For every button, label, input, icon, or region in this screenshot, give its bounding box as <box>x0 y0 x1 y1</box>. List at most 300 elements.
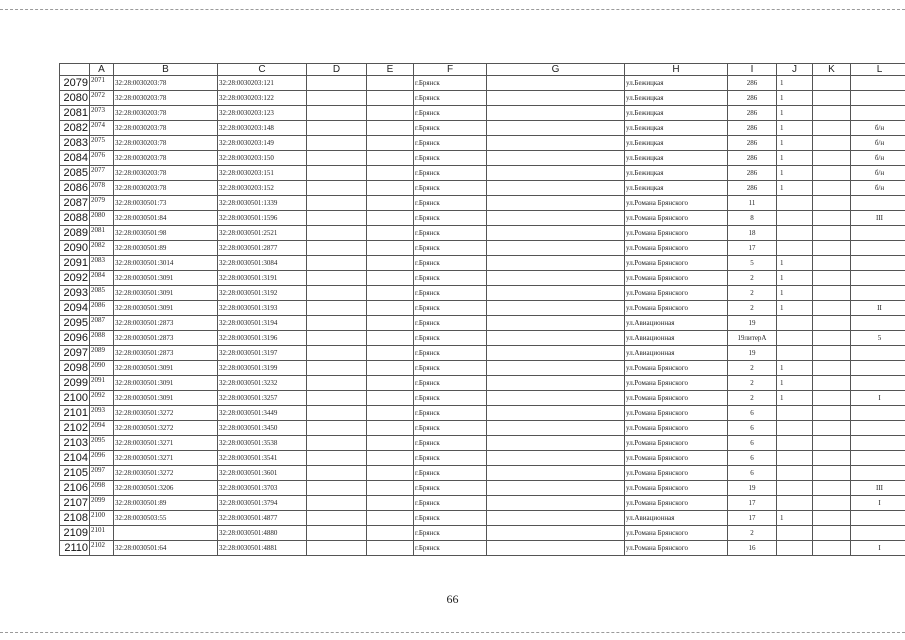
cell-l: 5 <box>851 331 905 346</box>
cell-e <box>367 481 414 496</box>
cell-e <box>367 451 414 466</box>
cell-g <box>487 346 625 361</box>
cell-i: 2 <box>728 361 777 376</box>
cell-g <box>487 196 625 211</box>
cell-k <box>813 316 851 331</box>
cell-k <box>813 406 851 421</box>
cell-i: 19 <box>728 316 777 331</box>
cell-e <box>367 391 414 406</box>
cell-h: ул.Романа Брянского <box>625 301 728 316</box>
table-row <box>60 76 905 91</box>
cell-d <box>307 466 367 481</box>
cell-a: 2091 <box>90 376 114 391</box>
cell-b: 32:28:0030501:3272 <box>114 466 218 481</box>
cell-k <box>813 511 851 526</box>
table-row <box>60 151 905 166</box>
cell-h: ул.Романа Брянского <box>625 466 728 481</box>
cell-g <box>487 226 625 241</box>
cell-d <box>307 391 367 406</box>
cell-e <box>367 256 414 271</box>
cell-j <box>777 241 813 256</box>
cell-a: 2087 <box>90 316 114 331</box>
cell-f: г.Брянск <box>414 331 487 346</box>
cell-k <box>813 181 851 196</box>
cell-b: 32:28:0030501:3091 <box>114 376 218 391</box>
cell-k <box>813 436 851 451</box>
cell-d <box>307 271 367 286</box>
cell-e <box>367 496 414 511</box>
cell-b: 32:28:0030501:2873 <box>114 331 218 346</box>
row-number: 2106 <box>60 481 90 496</box>
table-row <box>60 106 905 121</box>
row-number: 2081 <box>60 106 90 121</box>
scan-artifact-bottom <box>0 632 905 633</box>
table-row <box>60 451 905 466</box>
cell-k <box>813 421 851 436</box>
cell-l <box>851 421 905 436</box>
cell-i: 286 <box>728 121 777 136</box>
row-number: 2083 <box>60 136 90 151</box>
cell-l: I <box>851 496 905 511</box>
cell-b: 32:28:0030501:98 <box>114 226 218 241</box>
cell-d <box>307 106 367 121</box>
cell-h: ул.Бежицкая <box>625 76 728 91</box>
cell-i: 286 <box>728 106 777 121</box>
cell-f: г.Брянск <box>414 121 487 136</box>
cell-f: г.Брянск <box>414 271 487 286</box>
cell-a: 2090 <box>90 361 114 376</box>
cell-b: 32:28:0030501:3271 <box>114 451 218 466</box>
cell-i: 2 <box>728 286 777 301</box>
cell-i: 17 <box>728 496 777 511</box>
cell-e <box>367 316 414 331</box>
cell-g <box>487 316 625 331</box>
table-row <box>60 526 905 541</box>
cell-l <box>851 526 905 541</box>
cell-d <box>307 151 367 166</box>
cell-a: 2089 <box>90 346 114 361</box>
cell-b: 32:28:0030501:3272 <box>114 406 218 421</box>
cell-d <box>307 241 367 256</box>
row-number: 2099 <box>60 376 90 391</box>
cell-j <box>777 526 813 541</box>
cell-l <box>851 451 905 466</box>
table-row <box>60 301 905 316</box>
cell-b: 32:28:0030203:78 <box>114 76 218 91</box>
cell-h: ул.Бежицкая <box>625 151 728 166</box>
cell-g <box>487 91 625 106</box>
cell-e <box>367 346 414 361</box>
cell-g <box>487 151 625 166</box>
cell-e <box>367 331 414 346</box>
cell-h: ул.Романа Брянского <box>625 211 728 226</box>
cell-i: 2 <box>728 271 777 286</box>
cell-h: ул.Авиационная <box>625 316 728 331</box>
table-row <box>60 376 905 391</box>
cell-a: 2075 <box>90 136 114 151</box>
cell-f: г.Брянск <box>414 106 487 121</box>
cell-a: 2101 <box>90 526 114 541</box>
cell-l <box>851 361 905 376</box>
cell-e <box>367 301 414 316</box>
cell-b: 32:28:0030501:3091 <box>114 301 218 316</box>
cell-h: ул.Романа Брянского <box>625 436 728 451</box>
row-number: 2082 <box>60 121 90 136</box>
cell-i: 6 <box>728 436 777 451</box>
cell-b: 32:28:0030203:78 <box>114 136 218 151</box>
cell-g <box>487 121 625 136</box>
cell-b: 32:28:0030203:78 <box>114 151 218 166</box>
column-header-h: H <box>625 64 728 76</box>
cell-d <box>307 91 367 106</box>
cell-k <box>813 151 851 166</box>
cell-e <box>367 526 414 541</box>
cell-j: 1 <box>777 271 813 286</box>
cell-c: 32:28:0030501:2521 <box>218 226 307 241</box>
cell-b: 32:28:0030203:78 <box>114 106 218 121</box>
cell-a: 2084 <box>90 271 114 286</box>
cell-e <box>367 226 414 241</box>
cell-i: 8 <box>728 211 777 226</box>
row-number: 2094 <box>60 301 90 316</box>
cell-c: 32:28:0030203:121 <box>218 76 307 91</box>
table-row <box>60 121 905 136</box>
spreadsheet-table <box>59 63 905 556</box>
cell-e <box>367 241 414 256</box>
cell-e <box>367 436 414 451</box>
cell-i: 286 <box>728 136 777 151</box>
cell-a: 2085 <box>90 286 114 301</box>
cell-c: 32:28:0030501:4877 <box>218 511 307 526</box>
row-number: 2090 <box>60 241 90 256</box>
cell-f: г.Брянск <box>414 166 487 181</box>
cell-a: 2099 <box>90 496 114 511</box>
cell-j <box>777 451 813 466</box>
cell-j <box>777 436 813 451</box>
cell-g <box>487 256 625 271</box>
table-row <box>60 361 905 376</box>
cell-b: 32:28:0030501:84 <box>114 211 218 226</box>
cell-h: ул.Романа Брянского <box>625 496 728 511</box>
cell-d <box>307 76 367 91</box>
cell-k <box>813 391 851 406</box>
cell-h: ул.Романа Брянского <box>625 376 728 391</box>
cell-f: г.Брянск <box>414 286 487 301</box>
row-number: 2103 <box>60 436 90 451</box>
cell-k <box>813 241 851 256</box>
cell-b: 32:28:0030203:78 <box>114 166 218 181</box>
row-number: 2097 <box>60 346 90 361</box>
cell-g <box>487 241 625 256</box>
cell-l <box>851 256 905 271</box>
cell-h: ул.Бежицкая <box>625 91 728 106</box>
cell-l <box>851 286 905 301</box>
cell-a: 2083 <box>90 256 114 271</box>
cell-c: 32:28:0030203:122 <box>218 91 307 106</box>
cell-g <box>487 391 625 406</box>
cell-f: г.Брянск <box>414 391 487 406</box>
table-row <box>60 391 905 406</box>
cell-h: ул.Романа Брянского <box>625 361 728 376</box>
cell-h: ул.Романа Брянского <box>625 451 728 466</box>
column-header-k: K <box>813 64 851 76</box>
column-header-l: L <box>851 64 905 76</box>
cell-c: 32:28:0030501:3196 <box>218 331 307 346</box>
cell-c: 32:28:0030501:3450 <box>218 421 307 436</box>
cell-d <box>307 196 367 211</box>
cell-e <box>367 376 414 391</box>
cell-h: ул.Романа Брянского <box>625 286 728 301</box>
row-number: 2087 <box>60 196 90 211</box>
cell-c: 32:28:0030501:3192 <box>218 286 307 301</box>
cell-d <box>307 361 367 376</box>
cell-l: б/н <box>851 121 905 136</box>
cell-l <box>851 406 905 421</box>
cell-l: III <box>851 211 905 226</box>
cell-d <box>307 421 367 436</box>
cell-h: ул.Бежицкая <box>625 136 728 151</box>
cell-f: г.Брянск <box>414 451 487 466</box>
column-header-c: C <box>218 64 307 76</box>
table-row <box>60 541 905 556</box>
cell-h: ул.Романа Брянского <box>625 391 728 406</box>
cell-k <box>813 451 851 466</box>
cell-a: 2080 <box>90 211 114 226</box>
cell-f: г.Брянск <box>414 256 487 271</box>
cell-e <box>367 361 414 376</box>
cell-b: 32:28:0030501:3271 <box>114 436 218 451</box>
cell-b: 32:28:0030501:73 <box>114 196 218 211</box>
row-number: 2084 <box>60 151 90 166</box>
cell-g <box>487 526 625 541</box>
cell-h: ул.Романа Брянского <box>625 481 728 496</box>
cell-i: 17 <box>728 241 777 256</box>
cell-k <box>813 526 851 541</box>
cell-l <box>851 196 905 211</box>
cell-i: 286 <box>728 166 777 181</box>
cell-b: 32:28:0030501:3091 <box>114 391 218 406</box>
cell-e <box>367 421 414 436</box>
cell-e <box>367 211 414 226</box>
cell-l <box>851 241 905 256</box>
cell-f: г.Брянск <box>414 526 487 541</box>
cell-k <box>813 76 851 91</box>
cell-c: 32:28:0030203:149 <box>218 136 307 151</box>
cell-a: 2072 <box>90 91 114 106</box>
cell-h: ул.Романа Брянского <box>625 241 728 256</box>
cell-g <box>487 481 625 496</box>
cell-d <box>307 346 367 361</box>
cell-g <box>487 76 625 91</box>
table-row <box>60 286 905 301</box>
row-number: 2092 <box>60 271 90 286</box>
cell-g <box>487 436 625 451</box>
cell-a: 2086 <box>90 301 114 316</box>
cell-k <box>813 541 851 556</box>
cell-l <box>851 511 905 526</box>
cell-c: 32:28:0030501:1339 <box>218 196 307 211</box>
table-body <box>60 64 905 556</box>
cell-d <box>307 166 367 181</box>
cell-a: 2096 <box>90 451 114 466</box>
cell-a: 2071 <box>90 76 114 91</box>
cell-b: 32:28:0030501:2873 <box>114 316 218 331</box>
cell-c: 32:28:0030501:3194 <box>218 316 307 331</box>
cell-k <box>813 91 851 106</box>
cell-d <box>307 436 367 451</box>
cell-j <box>777 481 813 496</box>
cell-e <box>367 91 414 106</box>
cell-h: ул.Бежицкая <box>625 181 728 196</box>
cell-h: ул.Романа Брянского <box>625 196 728 211</box>
cell-c: 32:28:0030203:151 <box>218 166 307 181</box>
cell-g <box>487 271 625 286</box>
cell-i: 6 <box>728 406 777 421</box>
cell-f: г.Брянск <box>414 316 487 331</box>
cell-j: 1 <box>777 91 813 106</box>
cell-j: 1 <box>777 376 813 391</box>
cell-f: г.Брянск <box>414 196 487 211</box>
cell-j: 1 <box>777 181 813 196</box>
row-number: 2100 <box>60 391 90 406</box>
cell-i: 286 <box>728 76 777 91</box>
row-number: 2086 <box>60 181 90 196</box>
row-number: 2107 <box>60 496 90 511</box>
cell-l: III <box>851 481 905 496</box>
cell-l <box>851 346 905 361</box>
row-number: 2089 <box>60 226 90 241</box>
cell-h: ул.Бежицкая <box>625 121 728 136</box>
cell-a: 2074 <box>90 121 114 136</box>
row-number: 2105 <box>60 466 90 481</box>
cell-a: 2100 <box>90 511 114 526</box>
cell-f: г.Брянск <box>414 496 487 511</box>
row-number: 2088 <box>60 211 90 226</box>
cell-a: 2079 <box>90 196 114 211</box>
cell-e <box>367 271 414 286</box>
cell-f: г.Брянск <box>414 181 487 196</box>
cell-k <box>813 361 851 376</box>
cell-i: 17 <box>728 511 777 526</box>
cell-l: I <box>851 391 905 406</box>
cell-a: 2102 <box>90 541 114 556</box>
cell-f: г.Брянск <box>414 511 487 526</box>
cell-c: 32:28:0030501:4880 <box>218 526 307 541</box>
cell-g <box>487 451 625 466</box>
row-number: 2101 <box>60 406 90 421</box>
cell-e <box>367 136 414 151</box>
cell-c: 32:28:0030501:3794 <box>218 496 307 511</box>
cell-b: 32:28:0030503:55 <box>114 511 218 526</box>
cell-f: г.Брянск <box>414 481 487 496</box>
cell-e <box>367 466 414 481</box>
cell-b: 32:28:0030501:89 <box>114 496 218 511</box>
column-header-b: B <box>114 64 218 76</box>
cell-k <box>813 286 851 301</box>
cell-d <box>307 331 367 346</box>
cell-i: 19литерА <box>728 331 777 346</box>
cell-d <box>307 286 367 301</box>
cell-i: 18 <box>728 226 777 241</box>
cell-b: 32:28:0030501:64 <box>114 541 218 556</box>
cell-i: 6 <box>728 421 777 436</box>
cell-d <box>307 136 367 151</box>
cell-g <box>487 511 625 526</box>
cell-d <box>307 481 367 496</box>
row-number: 2093 <box>60 286 90 301</box>
cell-j: 1 <box>777 391 813 406</box>
cell-h: ул.Бежицкая <box>625 106 728 121</box>
cell-c: 32:28:0030501:3449 <box>218 406 307 421</box>
cell-a: 2097 <box>90 466 114 481</box>
cell-d <box>307 301 367 316</box>
cell-f: г.Брянск <box>414 76 487 91</box>
cell-b <box>114 526 218 541</box>
cell-g <box>487 361 625 376</box>
cell-h: ул.Романа Брянского <box>625 226 728 241</box>
row-number: 2102 <box>60 421 90 436</box>
row-number: 2096 <box>60 331 90 346</box>
cell-c: 32:28:0030203:148 <box>218 121 307 136</box>
cell-a: 2095 <box>90 436 114 451</box>
cell-l: I <box>851 541 905 556</box>
cell-f: г.Брянск <box>414 436 487 451</box>
cell-i: 6 <box>728 451 777 466</box>
cell-j <box>777 211 813 226</box>
row-number: 2079 <box>60 76 90 91</box>
cell-c: 32:28:0030501:3193 <box>218 301 307 316</box>
cell-e <box>367 166 414 181</box>
row-number: 2110 <box>60 541 90 556</box>
cell-l <box>851 226 905 241</box>
cell-b: 32:28:0030203:78 <box>114 91 218 106</box>
cell-f: г.Брянск <box>414 376 487 391</box>
cell-k <box>813 166 851 181</box>
column-header-g: G <box>487 64 625 76</box>
cell-i: 2 <box>728 391 777 406</box>
cell-l <box>851 316 905 331</box>
table-row <box>60 331 905 346</box>
cell-g <box>487 496 625 511</box>
cell-g <box>487 181 625 196</box>
column-header-d: D <box>307 64 367 76</box>
cell-f: г.Брянск <box>414 541 487 556</box>
table-row <box>60 211 905 226</box>
table-row <box>60 421 905 436</box>
row-number: 2085 <box>60 166 90 181</box>
cell-k <box>813 481 851 496</box>
cell-l <box>851 376 905 391</box>
cell-d <box>307 211 367 226</box>
cell-c: 32:28:0030501:3703 <box>218 481 307 496</box>
cell-i: 2 <box>728 376 777 391</box>
table-row <box>60 136 905 151</box>
cell-j: 1 <box>777 136 813 151</box>
cell-e <box>367 151 414 166</box>
cell-j: 1 <box>777 286 813 301</box>
cell-j: 1 <box>777 256 813 271</box>
cell-a: 2078 <box>90 181 114 196</box>
cell-g <box>487 301 625 316</box>
cell-c: 32:28:0030501:3232 <box>218 376 307 391</box>
table-row <box>60 496 905 511</box>
cell-l <box>851 106 905 121</box>
cell-l: б/н <box>851 151 905 166</box>
cell-k <box>813 346 851 361</box>
cell-f: г.Брянск <box>414 211 487 226</box>
cell-a: 2081 <box>90 226 114 241</box>
scan-artifact-top <box>0 9 905 10</box>
